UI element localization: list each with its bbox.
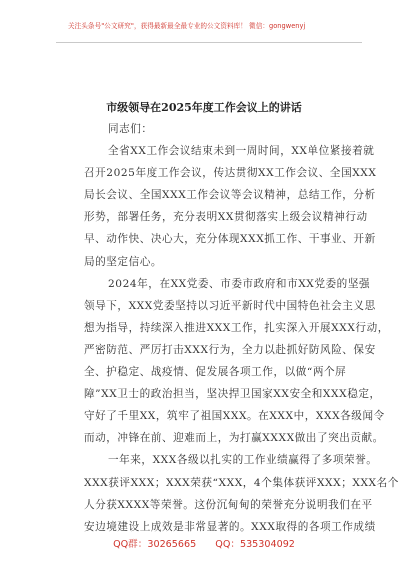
header-divider [56,42,362,43]
body-line: 领导下，XXX党委坚持以习近平新时代中国特色社会主义思 [84,299,376,312]
document-body [84,118,399,538]
footer-contact [0,536,408,550]
body-line: 2024年，在XX党委、市委市政府和市XX党委的坚强 [108,277,371,290]
body-line: 召开2025年度工作会议，传达贯彻XX工作会议、全国XXX [84,167,377,180]
body-line: 全、护稳定、战疫情、促发展各项工作，以做“两个屏 [84,366,347,379]
body-line: XXX获评XXX；XXX荣获“XXX，4个集体获评XXX；XXX名个 [84,476,399,489]
qq-number: QQ：535304092 [215,539,295,550]
body-line: 一年来，XXX各级以扎实的工作业绩赢得了多项荣誉。 [108,454,378,467]
body-line: 障”XX卫士的政治担当，坚决捍卫国家XX安全和XXX稳定， [84,388,381,401]
body-line: 人分获XXXX等荣誉。这份沉甸甸的荣誉充分说明我们在平 [84,498,373,511]
body-line: 严密防范、严厉打击XXX行为，全力以赴抓好防风险、保安 [84,343,376,356]
document-title: 市级领导在2025年度工作会议上的讲话 [106,101,302,114]
body-line: 早、动作快、决心大，充分体现XXX抓工作、干事业、开新 [84,233,376,246]
body-line: 守好了千里XX，筑牢了祖国XXX。在XXX中，XXX各级闻令 [84,410,385,423]
header-banner: 关注头条号"公文研究"，获得最新最全最专业的公文资料库！ 微信：gongwenyj [68,22,306,30]
qq-group-number: QQ群：30265665 [113,539,197,550]
body-line: 同志们： [108,123,153,135]
body-line: 而动，冲锋在前、迎难而上，为打赢XXXX做出了突出贡献。 [84,432,384,445]
body-line: 形势，部署任务，充分表明XX贯彻落实上级会议精神行动 [84,211,368,224]
body-line: 安边境建设上成效是非常显著的。XXX取得的各项工作成绩 [84,520,376,533]
body-line: 局长会议、全国XXX工作会议等会议精神，总结工作，分析 [84,189,376,202]
body-line: 想为指导，持续深入推进XXX工作，扎实深入开展XXX行动， [84,321,389,334]
body-line: 局的坚定信心。 [84,255,163,268]
body-line: 全省XX工作会议结束未到一周时间，XX单位紧接着就 [108,145,375,158]
